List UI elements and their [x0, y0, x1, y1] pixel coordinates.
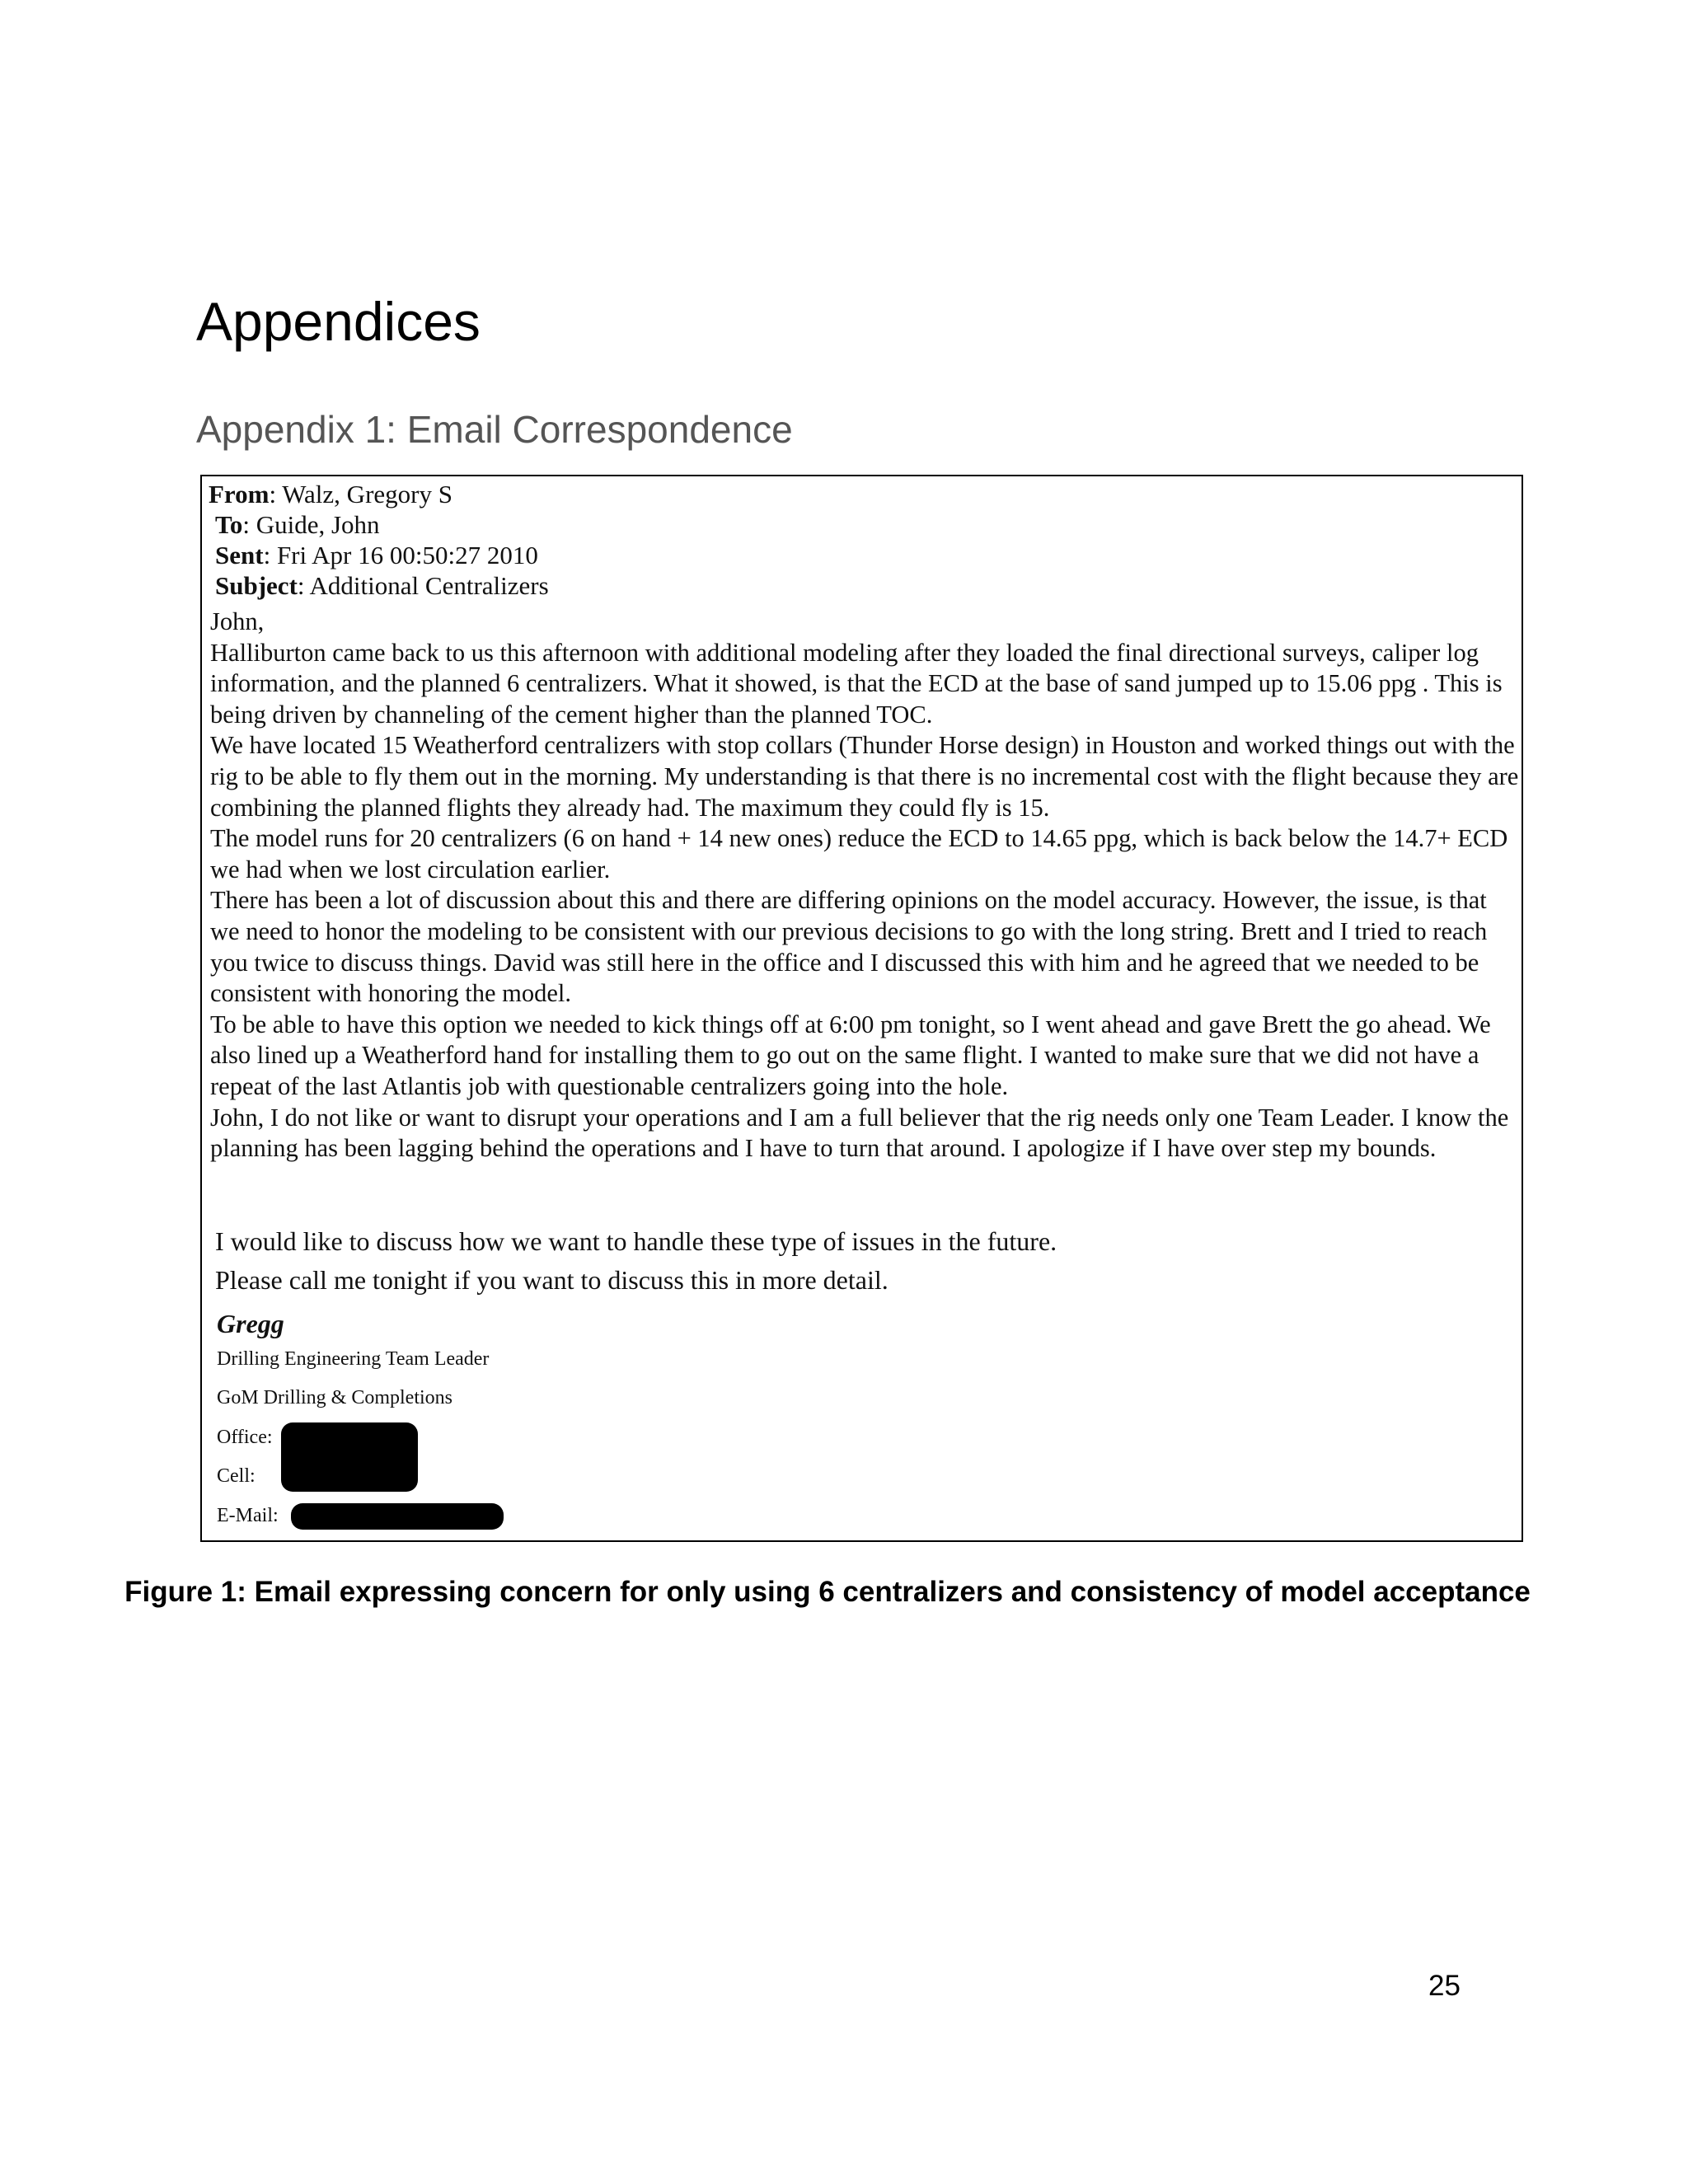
to-value: : Guide, John — [242, 510, 380, 539]
subject-label: Subject — [215, 571, 298, 600]
appendix-subheading: Appendix 1: Email Correspondence — [196, 408, 793, 451]
email-scan-figure — [200, 475, 1523, 1542]
email-paragraph: There has been a lot of discussion about this and there are differing opinions on the model accuracy. However, the issue, is that we need to honor the modeling to be consistent with our previous decisions to go with the long string. Brett and I tried to reach you twice to discuss things. David was still here in the office and I discussed this with him and he agreed that we needed to be consistent with honoring the model. — [210, 886, 1488, 1008]
email-paragraph: Halliburton came back to us this afternoon with additional modeling after they loaded the final directional surveys, caliper log information, and the planned 6 centralizers. What it showed, is that the ECD at the base of sand jumped up to 15.06 ppg . This is being driven by channeling of the cement higher than the planned TOC. — [210, 638, 1503, 729]
redaction-block-phone — [281, 1422, 418, 1492]
subject-value: : Additional Centralizers — [297, 571, 549, 600]
email-to-line — [215, 510, 380, 540]
email-closing-line: Please call me tonight if you want to discuss this in more detail. — [215, 1265, 889, 1295]
figure-caption: Figure 1: Email expressing concern for only using 6 centralizers and consistency of model acceptance — [124, 1576, 1531, 1608]
to-label: To — [215, 510, 243, 539]
page-number: 25 — [1428, 1970, 1461, 2002]
email-subject-line — [215, 571, 549, 601]
email-paragraph: The model runs for 20 centralizers (6 on hand + 14 new ones) reduce the ECD to 14.65 ppg, which is back below the 14.7+ ECD we had when we lost circulation earlier. — [210, 824, 1508, 883]
signature-department: GoM Drilling & Completions — [217, 1387, 453, 1408]
email-greeting: John, — [210, 607, 265, 635]
sent-label: Sent — [215, 541, 264, 569]
signature-name: Gregg — [217, 1309, 284, 1338]
page-heading: Appendices — [196, 291, 481, 352]
from-label: From — [209, 480, 270, 509]
email-paragraph: To be able to have this option we needed to kick things off at 6:00 pm tonight, so I went ahead and gave Brett the go ahead. We also lined up a Weatherford hand for installing them to go out on the same flight. I wanted to make sure that we did not have a repeat of the last Atlantis job with questionable centralizers going into the hole. — [210, 1010, 1491, 1100]
sent-value: : Fri Apr 16 00:50:27 2010 — [263, 541, 538, 569]
redaction-block-email — [291, 1503, 504, 1530]
email-paragraph: John, I do not like or want to disrupt your operations and I am a full believer that the rig needs only one Team Leader. I know the planning has been lagging behind the operations and I have to turn that around. I apologize if I have over step my bounds. — [210, 1103, 1509, 1163]
email-from-line — [209, 480, 452, 509]
email-paragraph: We have located 15 Weatherford centralizers with stop collars (Thunder Horse design) in Houston and worked things out with the rig to be able to fly them out in the morning. My understanding is that there is no incremental cost with the flight because they are combining the planned flights they already had. The maximum they could fly is 15. — [210, 731, 1519, 822]
cell-label: Cell: — [217, 1465, 256, 1487]
from-value: : Walz, Gregory S — [269, 480, 452, 509]
email-closing-line: I would like to discuss how we want to handle these type of issues in the future. — [215, 1226, 1057, 1256]
email-sent-line — [215, 541, 538, 570]
office-label: Office: — [217, 1427, 273, 1448]
email-label: E-Mail: — [217, 1505, 279, 1526]
signature-title: Drilling Engineering Team Leader — [217, 1348, 490, 1370]
email-body — [210, 607, 1521, 1165]
